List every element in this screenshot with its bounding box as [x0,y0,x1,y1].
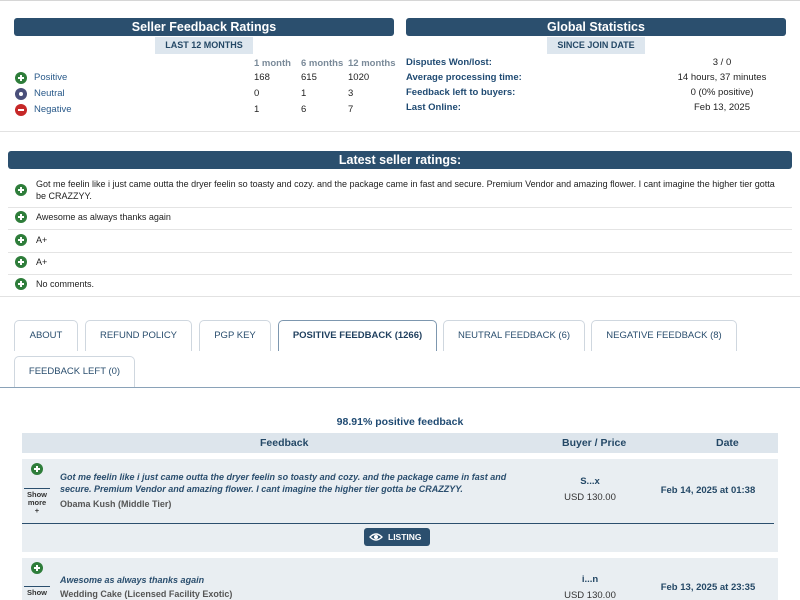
rating-label-neutral: Neutral [34,88,65,99]
last-online-label: Last Online: [406,102,461,113]
col-6-months: 6 months [301,58,344,69]
positive-6-months: 615 [301,72,317,83]
neutral-1-month: 0 [254,88,260,99]
listing-label: LISTING [388,532,422,542]
rating-separator [8,274,792,275]
listing-button[interactable] [364,528,430,546]
feedback-text: Awesome as always thanks again [60,575,205,585]
buyer-name: i...n [581,574,599,585]
header-feedback: Feedback [260,437,309,449]
plus-icon [15,256,27,268]
latest-rating-text: Got me feelin like i just came outta the dryer feelin so toasty and cozy. and the package came in fast and secure. Premium Vendor and amazing flower. I cant imagine the higher tier gotta be CRAZZYY. [36,179,775,201]
show-more-plus: + [34,506,40,515]
show-more-label: more [27,498,47,507]
plus-icon [31,463,43,475]
plus-icon [15,72,27,84]
positive-12-months: 1020 [348,72,370,83]
buyer-name: S...x [580,476,600,487]
tab-refund-policy[interactable]: REFUND POLICY [85,320,192,351]
positive-1-month: 168 [254,72,270,83]
feedback-row [22,558,778,600]
negative-6-months: 6 [301,104,307,115]
feedback-left-label: Feedback left to buyers: [406,87,516,98]
latest-rating-text: A+ [36,257,48,267]
tab-positive-feedback[interactable]: POSITIVE FEEDBACK (1266) [278,320,437,351]
eye-icon [369,532,383,542]
show-more-button[interactable] [24,488,50,515]
latest-rating-text: Awesome as always thanks again [36,212,171,222]
negative-12-months: 7 [348,104,354,115]
neutral-12-months: 3 [348,88,354,99]
seller-feedback-header: Seller Feedback Ratings [14,18,394,36]
col-1-month: 1 month [254,58,291,69]
plus-icon [15,234,27,246]
latest-rating-text: A+ [36,235,48,245]
tab-feedback-left[interactable]: FEEDBACK LEFT (0) [14,356,135,387]
header-buyer-price: Buyer / Price [562,437,627,449]
latest-ratings-header: Latest seller ratings: [8,151,792,169]
feedback-date: Feb 14, 2025 at 01:38 [660,485,756,496]
neutral-6-months: 1 [301,88,307,99]
feedback-text: Got me feelin like i just came outta the dryer feelin so toasty and cozy. and the package came in fast and secure. Premium Vendor and amazing flower. I cant imagine the higher tier gotta be CRAZZYY. [60,472,507,494]
neutral-icon [15,88,27,100]
feedback-row [22,459,778,552]
col-12-months: 12 months [348,58,396,69]
processing-time-label: Average processing time: [406,72,522,83]
top-divider [0,0,800,1]
row-divider [22,523,774,524]
section-divider [0,296,800,297]
feedback-date: Feb 13, 2025 at 23:35 [660,582,756,593]
processing-time-value: 14 hours, 37 minutes [677,72,767,83]
rating-separator [8,252,792,253]
last-online-value: Feb 13, 2025 [694,102,750,113]
feedback-product: Obama Kush (Middle Tier) [60,499,172,509]
feedback-product: Wedding Cake (Licensed Facility Exotic) [60,589,233,599]
plus-icon [31,562,43,574]
positive-feedback-summary: 98.91% positive feedback [336,416,464,428]
plus-icon [15,278,27,290]
plus-icon [15,184,27,196]
negative-1-month: 1 [254,104,260,115]
rating-separator [8,207,792,208]
rating-separator [8,229,792,230]
feedback-table-header [22,433,778,453]
show-more-button[interactable] [24,586,50,597]
show-more-label: Show [27,588,47,597]
disputes-label: Disputes Won/lost: [406,57,492,68]
feedback-left-value: 0 (0% positive) [690,87,754,98]
rating-label-positive: Positive [34,72,68,83]
disputes-value: 3 / 0 [712,57,732,68]
price: USD 130.00 [564,492,616,503]
plus-icon [15,211,27,223]
latest-rating-text: No comments. [36,279,95,289]
tab-pgp-key[interactable]: PGP KEY [199,320,271,351]
tab-negative-feedback[interactable]: NEGATIVE FEEDBACK (8) [591,320,737,351]
price: USD 130.00 [564,590,616,600]
show-more-label: Show [27,490,47,499]
minus-icon [15,104,27,116]
section-divider [0,131,800,132]
rating-label-negative: Negative [34,104,72,115]
last-12-months-tab[interactable]: LAST 12 MONTHS [155,37,253,54]
global-statistics-header: Global Statistics [406,18,786,36]
tab-neutral-feedback[interactable]: NEUTRAL FEEDBACK (6) [443,320,585,351]
tab-about[interactable]: ABOUT [14,320,78,351]
since-join-date-tab[interactable]: SINCE JOIN DATE [547,37,645,54]
header-date: Date [716,437,739,449]
